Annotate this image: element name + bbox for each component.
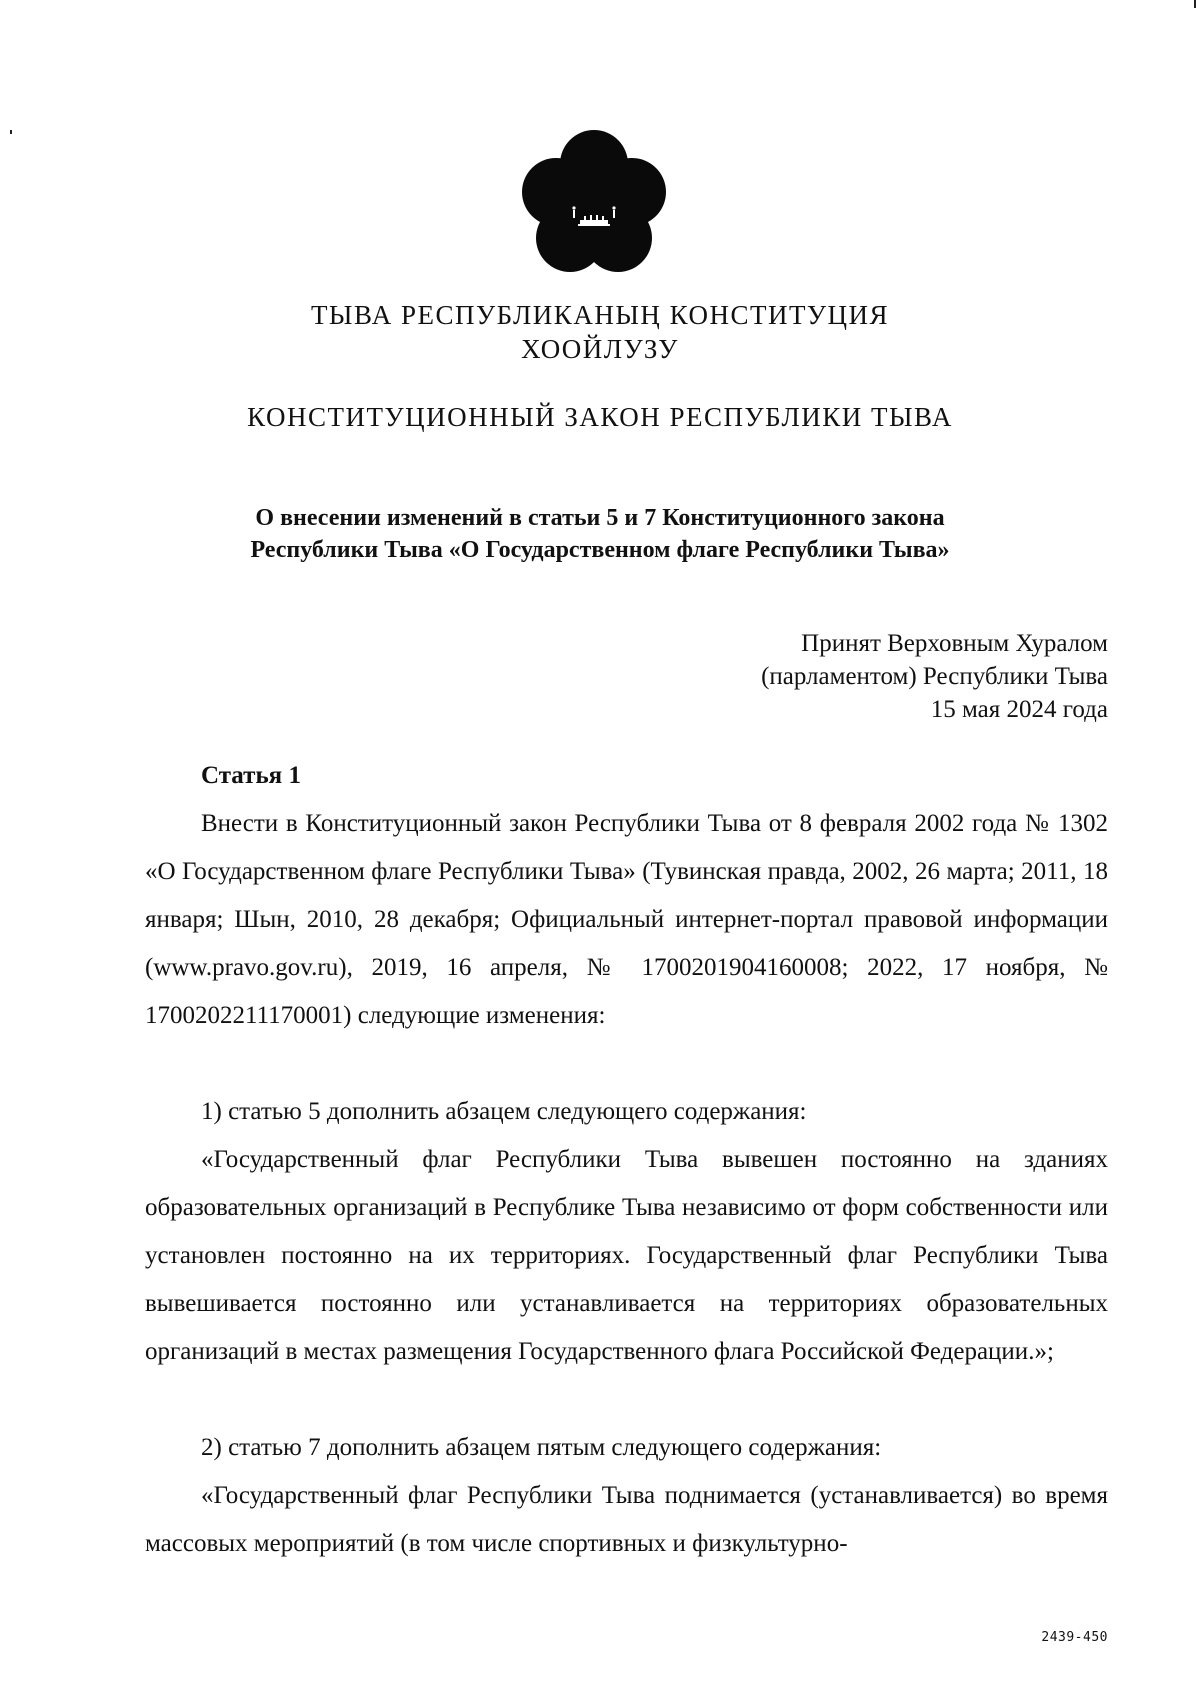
scan-artifact	[10, 130, 12, 134]
tuvan-law-title-line2: ХООЙЛУЗУ	[521, 334, 679, 364]
adoption-date: 15 мая 2024 года	[930, 696, 1108, 723]
russian-law-title: КОНСТИТУЦИОННЫЙ ЗАКОН РЕСПУБЛИКИ ТЫВА	[247, 402, 953, 432]
adoption-line2: (парламентом) Республики Тыва	[761, 663, 1108, 690]
adoption-line1: Принят Верховным Хуралом	[801, 630, 1108, 657]
tuvan-law-title-line1: ТЫВА РЕСПУБЛИКАНЫҢ КОНСТИТУЦИЯ	[310, 300, 890, 330]
article-paragraph-quote1: «Государственный флаг Республики Тыва вывешен постоянно на зданиях образовательных организаций в Республике Тыва независимо от форм собственности или установлен постоянно на их территориях. Государственный флаг Республики Тыва вывешивается постоянно или устанавливается на территориях образовательных организаций в местах размещения Государственного флага Российской Федерации.»;	[145, 1146, 1108, 1365]
document-title-line1: О внесении изменений в статьи 5 и 7 Конституционного закона	[255, 505, 945, 531]
article-paragraph-quote2: «Государственный флаг Республики Тыва поднимается (устанавливается) во время массовых мероприятий (в том числе спортивных и физкультурно-	[145, 1482, 1108, 1557]
scan-artifact	[1194, 0, 1196, 8]
article-paragraph-item1: 1) статью 5 дополнить абзацем следующего содержания:	[201, 1098, 807, 1125]
article-paragraph-intro: Внести в Конституционный закон Республики Тыва от 8 февраля 2002 года № 1302 «О Государственном флаге Республики Тыва» (Тувинская правда, 2002, 26 марта; 2011, 18 января; Шын, 2010, 28 декабря; Официальный интернет-портал правовой информации (www.pravo.gov.ru), 2019, 16 апреля, № 1700201904160008; 2022, 17 ноября, № 1700202211170001) следующие изменения:	[145, 810, 1108, 1029]
article-paragraph-item2: 2) статью 7 дополнить абзацем пятым следующего содержания:	[201, 1434, 882, 1461]
document-title-line2: Республики Тыва «О Государственном флаге Республики Тыва»	[250, 537, 950, 563]
article-heading: Статья 1	[201, 762, 301, 789]
document-code: 2439-450	[1041, 1630, 1108, 1645]
tuva-emblem-icon	[518, 128, 670, 280]
